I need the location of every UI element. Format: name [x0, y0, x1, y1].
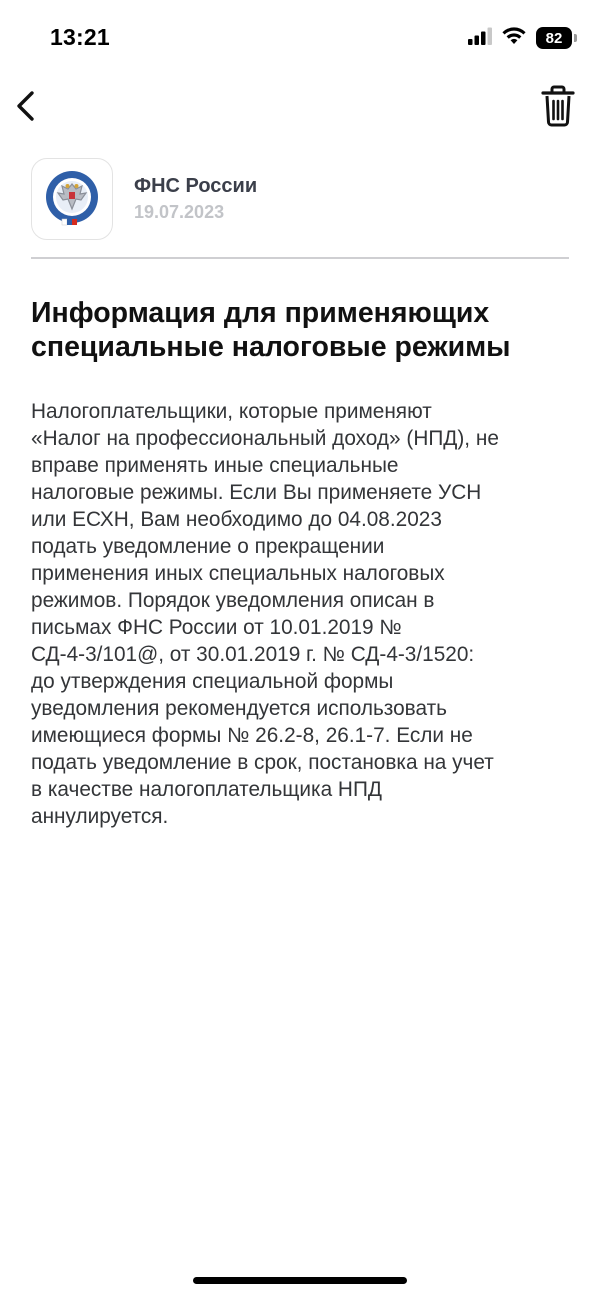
body-line: в качестве налогоплательщика НПД [31, 778, 382, 801]
body-line: Налогоплательщики, которые применяют [31, 400, 432, 423]
sender-logo [31, 158, 113, 240]
body-line: вправе применять иные специальные [31, 454, 399, 477]
body-line: налоговые режимы. Если Вы применяете УСН [31, 481, 482, 504]
delete-button[interactable] [538, 84, 578, 128]
body-line: подать уведомление в срок, постановка на учет [31, 751, 494, 774]
body-line: «Налог на профессиональный доход» (НПД), не [31, 427, 499, 450]
divider [31, 257, 569, 259]
sender-name: ФНС России [134, 175, 258, 197]
body-line: СД-4-3/101@, от 30.01.2019 г. № СД-4-3/1520: [31, 643, 475, 666]
body-line: применения иных специальных налоговых [31, 562, 445, 585]
cellular-signal-icon [468, 27, 492, 50]
body-line: письмах ФНС России от 10.01.2019 № [31, 616, 402, 639]
title-line: Информация для применяющих [31, 297, 490, 329]
wifi-icon [501, 26, 527, 50]
trash-icon [538, 84, 578, 128]
back-button[interactable] [10, 86, 50, 126]
battery-icon [536, 27, 572, 49]
body-line: подать уведомление о прекращении [31, 535, 385, 558]
home-indicator[interactable] [193, 1277, 407, 1284]
battery-level: 82 [545, 29, 563, 47]
message-title [31, 296, 576, 364]
body-line: до утверждения специальной формы [31, 670, 394, 693]
body-line: режимов. Порядок уведомления описан в [31, 589, 435, 612]
body-line: или ЕСХН, Вам необходимо до 04.08.2023 [31, 508, 442, 531]
status-bar [0, 0, 600, 76]
body-line: аннулируется. [31, 805, 169, 828]
body-line: имеющиеся формы № 26.2-8, 26.1-7. Если не [31, 724, 473, 747]
body-line: уведомления рекомендуется использовать [31, 697, 447, 720]
status-icons [468, 26, 572, 50]
title-line: специальные налоговые режимы [31, 331, 511, 363]
chevron-left-icon [10, 86, 50, 126]
battery-cap [574, 34, 577, 42]
message-date: 19.07.2023 [134, 202, 225, 222]
status-time: 13:21 [50, 24, 110, 50]
message-body [31, 398, 576, 830]
fns-emblem-icon [44, 169, 100, 229]
